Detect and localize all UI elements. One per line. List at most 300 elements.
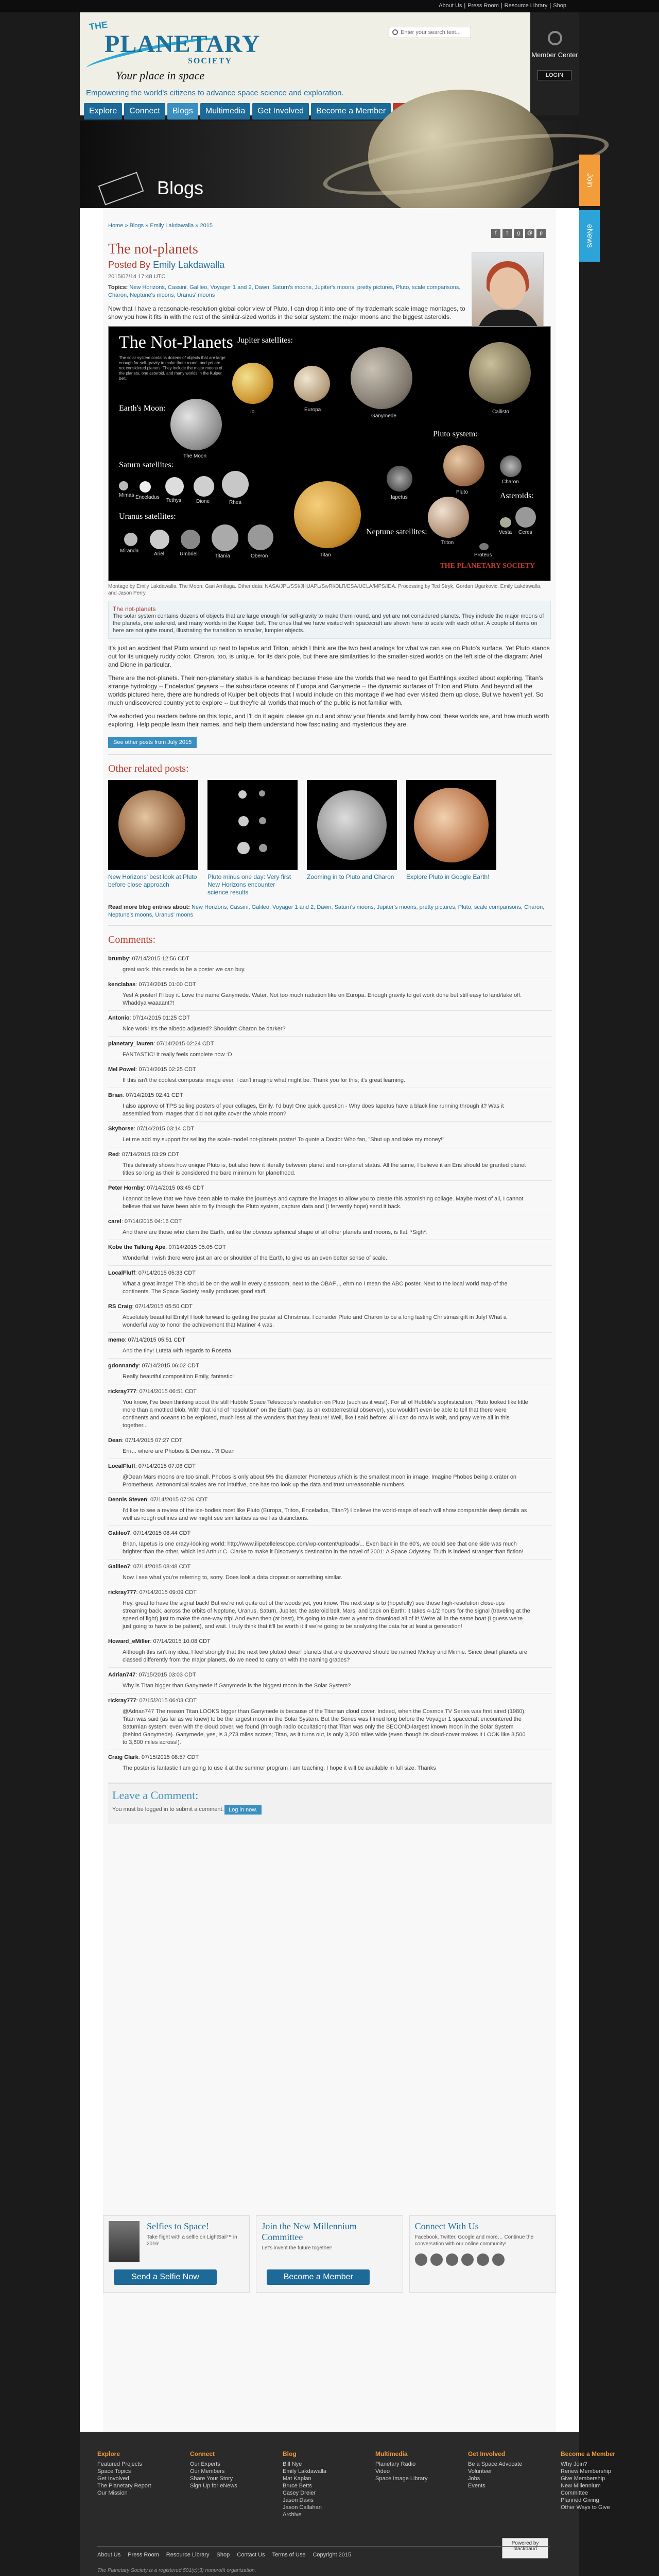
satellite-icon — [98, 172, 144, 206]
footer-link[interactable]: Volunteer — [468, 2468, 492, 2475]
related-post[interactable] — [108, 780, 198, 896]
comment-text: Really beautiful composition Emily, fantastic! — [123, 1374, 234, 1380]
comment — [108, 1121, 552, 1147]
comment-name: Dennis Steven — [108, 1497, 147, 1503]
proteus-image — [479, 543, 489, 550]
member-center-label: Member Center — [531, 51, 578, 59]
comment-author: rickray777: 07/14/2015 06:51 CDT — [108, 1388, 197, 1395]
comment — [108, 1332, 552, 1358]
footer-col-heading: Blog — [283, 2450, 297, 2458]
vesta-image — [500, 517, 511, 528]
mission-statement: Empowering the world's citizens to advance space science and exploration. — [86, 89, 344, 97]
comment-name: Craig Clark — [108, 1754, 138, 1760]
label-pluto: Pluto system: — [433, 430, 478, 438]
comment-name: rickray777 — [108, 1589, 136, 1596]
comment — [108, 1750, 552, 1775]
leave-comment — [108, 1783, 552, 1824]
instagram-icon[interactable] — [477, 2253, 489, 2266]
comment-date: 07/14/2015 02:25 CDT — [138, 1066, 196, 1073]
comment-text: Wonderful! I wish there were just an arc or shoulder of the Earth, to give us an even better sense of scale. — [123, 1255, 388, 1261]
footer-link[interactable]: The Planetary Report — [97, 2483, 151, 2489]
article — [103, 208, 556, 2432]
logo-tagline: Your place in space — [116, 69, 205, 82]
footer-link[interactable]: Our Experts — [190, 2461, 220, 2467]
europa-image — [294, 366, 330, 402]
nav-connect[interactable]: Connect — [124, 103, 165, 120]
comment-author: Craig Clark: 07/15/2015 08:57 CDT — [108, 1754, 199, 1760]
comment-name: Peter Hornby — [108, 1185, 144, 1191]
footer-link[interactable]: Sign Up for eNews — [190, 2483, 237, 2489]
comment-date: 07/14/2015 02:41 CDT — [126, 1092, 183, 1098]
nav-blogs[interactable]: Blogs — [167, 103, 198, 120]
social-icons — [415, 2253, 550, 2266]
figure-intro: The solar system contains dozens of objects that are large enough for self-gravity to make them round, and yet are not considered planets. They include the major moons of the planets, one asteroid, and many worlds in the Kuiper belt. — [119, 355, 226, 381]
googleplus-icon[interactable]: g — [514, 229, 523, 238]
related-post[interactable] — [207, 780, 298, 896]
top-link-resource[interactable]: Resource Library — [504, 3, 548, 9]
comment-author: Antonio: 07/14/2015 01:25 CDT — [108, 1015, 190, 1021]
footer-link[interactable]: Jason Callahan — [283, 2504, 322, 2511]
label-jupiter: Jupiter satellites: — [237, 336, 293, 345]
footer-link[interactable]: Get Involved — [97, 2476, 129, 2482]
hero-banner — [80, 121, 579, 208]
charon-label: Charon — [502, 479, 519, 485]
comment-name: brumby — [108, 956, 129, 962]
comment-name: LocalFluff — [108, 1463, 135, 1469]
post-intro: Now that I have a reasonable-resolution global color view of Pluto, I can drop it into one of my trademark scale image montages, to show you how it fits in with the rest of the similar-sized worlds in the solar system: the major moons and the biggest asteroids. — [108, 305, 465, 320]
charon-dot — [259, 790, 265, 796]
member-center[interactable] — [530, 12, 579, 115]
top-link-sep: | — [464, 3, 466, 9]
comment-date: 07/14/2015 01:00 CDT — [138, 981, 196, 988]
label-uranus: Uranus satellites: — [119, 512, 176, 521]
comment-author: Mel Powel: 07/14/2015 02:25 CDT — [108, 1066, 196, 1073]
comment — [108, 1265, 552, 1299]
comment-name: Galileo7 — [108, 1530, 130, 1536]
comment-date: 07/15/2015 03:03 CDT — [138, 1672, 196, 1678]
top-link-sep: | — [500, 3, 502, 9]
leave-comment-note: You must be logged in to submit a comment. — [112, 1806, 224, 1812]
comment — [108, 1147, 552, 1180]
footer-bar — [97, 2546, 550, 2558]
label-asteroids: Asteroids: — [500, 492, 534, 500]
comment-author: Howard_eMiller: 07/14/2015 10:08 CDT — [108, 1638, 211, 1645]
footer-bar-link[interactable]: Press Room — [128, 2552, 159, 2558]
comment-date: 07/14/2015 04:16 CDT — [124, 1218, 182, 1225]
comment-date: 07/14/2015 10:08 CDT — [153, 1638, 211, 1645]
comment-author: Kobe the Talking Ape: 07/14/2015 05:05 CDT — [108, 1244, 226, 1250]
top-link-sep: | — [549, 3, 551, 9]
post-paragraph: There are the not-planets. Their non-planetary status is a handicap because these are the worlds that we need to get Earthlings excited about exploring. Titan's strange hydrology -- Enceladus' geysers -- the subsurface oceans of Europa and Ganymede -- the dynamic surfaces of Triton and Pluto. And beyond all the worlds pictured here, there are hundreds of Kuiper belt objects that I would include on this montage if we had ever visited them up close. But we haven't yet. So much undiscovered country yet to explore -- but they're all worlds that much of the public is not familiar with. — [108, 674, 544, 706]
comment-name: planetary_lauren — [108, 1041, 154, 1047]
footer-link[interactable]: Give Membership — [561, 2476, 605, 2482]
footer-link[interactable]: Video — [375, 2468, 390, 2475]
footer-link[interactable]: Planned Giving — [561, 2497, 599, 2503]
pluto-earth-thumb — [414, 788, 489, 862]
footer-link[interactable]: Share Your Story — [190, 2476, 233, 2482]
dione-label: Dione — [196, 499, 210, 504]
comment-author: Peter Hornby: 07/14/2015 03:45 CDT — [108, 1185, 204, 1191]
comment — [108, 1492, 552, 1526]
member-icon — [548, 31, 562, 45]
author-link[interactable]: Emily Lakdawalla — [153, 260, 225, 270]
figure-description — [108, 601, 551, 639]
related-thumb[interactable] — [207, 780, 298, 870]
twitter-icon[interactable] — [430, 2253, 443, 2266]
comment-date: 07/14/2015 05:33 CDT — [138, 1270, 196, 1276]
top-strip — [0, 0, 659, 12]
charon-dot — [259, 817, 266, 824]
comment-author: Galileo7: 07/14/2015 08:44 CDT — [108, 1530, 191, 1536]
comment-date: 07/14/2015 02:24 CDT — [157, 1041, 214, 1047]
leave-comment-heading: Leave a Comment: — [112, 1789, 199, 1802]
comments-heading: Comments: — [108, 934, 156, 945]
comment-text: The poster is fantastic I am going to use it at the summer program I am teaching. I hope it will be available in full size. Thanks — [123, 1765, 436, 1771]
comment-date: 07/14/2015 07:27 CDT — [125, 1437, 183, 1444]
pluto-thumb — [118, 790, 185, 857]
facebook-icon[interactable] — [415, 2253, 427, 2266]
top-link-shop[interactable]: Shop — [553, 3, 566, 9]
ganymede-label: Ganymede — [371, 413, 396, 419]
posted-by-label: Posted By — [108, 260, 151, 270]
triton-image — [428, 497, 469, 538]
enceladus-image — [140, 481, 151, 493]
promo-title: Join the New Millennium Committee — [262, 2221, 357, 2242]
footer-link[interactable]: Events — [468, 2483, 485, 2489]
comment — [108, 1559, 552, 1585]
footer-copyright-year: Copyright 2015 — [313, 2552, 352, 2558]
comment-text: And there are those who claim the Earth, unlike the obvious spherical shape of all other planets and moons, is flat. *Sigh*. — [123, 1229, 428, 1235]
io-label: Io — [250, 409, 255, 415]
footer-link[interactable]: Featured Projects — [97, 2461, 142, 2467]
comment-text: Nice work! It's the albedo adjusted? Shouldn't Charon be darker? — [123, 1026, 286, 1032]
ganymede-image — [351, 347, 412, 409]
comment-text: Errr... where are Phobos & Deimos...?! Dean — [123, 1448, 235, 1454]
footer-link[interactable]: Why Join? — [561, 2461, 587, 2467]
post-date: 2015/07/14 17:48 UTC — [108, 274, 166, 280]
login-button[interactable]: LOGIN — [537, 70, 571, 80]
print-icon[interactable]: p — [536, 229, 546, 238]
footer-link[interactable]: Be a Space Advocate — [468, 2461, 523, 2467]
footer-link[interactable]: Renew Membership — [561, 2468, 611, 2475]
oberon-image — [248, 524, 273, 550]
vesta-label: Vesta — [499, 530, 512, 535]
comment — [108, 1299, 552, 1332]
footer-col-heading: Multimedia — [375, 2450, 408, 2458]
comment-author: RS Craig: 07/14/2015 05:50 CDT — [108, 1303, 193, 1310]
comment-date: 07/14/2015 05:50 CDT — [135, 1303, 193, 1310]
comment — [108, 1214, 552, 1240]
mimas-image — [119, 481, 128, 490]
figure-title: The Not-Planets — [119, 333, 233, 352]
figure-credit-logo: THE PLANETARY SOCIETY — [440, 562, 535, 570]
topics — [108, 284, 469, 299]
proteus-label: Proteus — [474, 552, 492, 558]
comment-name: carel — [108, 1218, 122, 1225]
promo-row — [103, 2215, 556, 2293]
footer-link[interactable]: Our Members — [190, 2468, 225, 2475]
pluto-image — [443, 445, 484, 486]
post-paragraph: It's just an accident that Pluto wound up next to Iapetus and Triton, which I think are the two best analogs for what we can see on Pluto's surface. Yet Pluto stands out for its uniquely ruddy color. Charon, too, is unique, for its dark pole, but there are similarities to the smaller-sized worlds on the left side of the diagram: Ariel and Dione in particular. — [108, 645, 550, 668]
comment — [108, 1384, 552, 1433]
footer-link[interactable]: New Millennium Committee — [561, 2483, 601, 2496]
ariel-label: Ariel — [154, 551, 165, 557]
triton-label: Triton — [441, 540, 454, 546]
promo-text: Let's invent the future together! — [262, 2245, 333, 2251]
comment-date: 07/14/2015 05:05 CDT — [168, 1244, 226, 1250]
footer-bar-link[interactable]: About Us — [97, 2552, 121, 2558]
ceres-label: Ceres — [518, 530, 532, 535]
side-tabs — [579, 155, 600, 266]
titania-image — [212, 524, 238, 551]
comment — [108, 1667, 552, 1693]
youtube-icon[interactable] — [461, 2253, 474, 2266]
comment-name: Antonio — [108, 1015, 130, 1021]
footer-link[interactable]: Bruce Betts — [283, 2483, 312, 2489]
footer-bar-link[interactable]: Contact Us — [237, 2552, 265, 2558]
become-member-button[interactable]: Become a Member — [267, 2269, 370, 2285]
comment-name: Mel Powel — [108, 1066, 136, 1073]
read-more-topics[interactable]: New Horizons, Cassini, Galileo, Voyager 1 and 2, Dawn, Saturn's moons, Jupiter's moons, pretty pictures, Pluto, scale comparisons, Charon, Neptune's moons, Uranus' moons — [108, 904, 545, 918]
rss-icon[interactable] — [492, 2253, 505, 2266]
iapetus-image — [387, 466, 412, 492]
top-link-press[interactable]: Press Room — [467, 3, 499, 9]
comment-date: 07/14/2015 07:26 CDT — [150, 1497, 208, 1503]
footer-link[interactable]: Space Image Library — [375, 2476, 428, 2482]
promo-title: Selfies to Space! — [147, 2221, 209, 2231]
footer-link[interactable]: Other Ways to Give — [561, 2504, 610, 2511]
related-post-title[interactable]: New Horizons' best look at Pluto before close approach — [108, 873, 197, 888]
breadcrumb[interactable]: Home » Blogs » Emily Lakdawalla » 2015 — [108, 223, 213, 229]
comment-author: memo: 07/14/2015 05:51 CDT — [108, 1337, 185, 1343]
footer-col-heading: Connect — [190, 2450, 215, 2458]
related-thumb[interactable] — [307, 780, 397, 870]
comment-text: FANTASTIC! It really feels complete now :D — [123, 1052, 232, 1058]
comment-name: rickray777 — [108, 1388, 136, 1395]
comment-name: kenclabas — [108, 981, 136, 988]
comment-author: kenclabas: 07/14/2015 01:00 CDT — [108, 981, 196, 988]
comment — [108, 1358, 552, 1384]
footer-link[interactable]: Bill Nye — [283, 2461, 302, 2467]
oberon-label: Oberon — [251, 553, 268, 559]
label-earth: Earth's Moon: — [119, 404, 166, 413]
comment-name: rickray777 — [108, 1698, 136, 1704]
related-heading: Other related posts: — [108, 763, 189, 774]
enews-tab[interactable]: eNews — [579, 210, 600, 262]
comment — [108, 1240, 552, 1265]
comment — [108, 1585, 552, 1634]
comment-author: Galileo7: 07/14/2015 08:48 CDT — [108, 1564, 191, 1570]
author-face — [490, 267, 526, 309]
footer-link[interactable]: Our Mission — [97, 2490, 128, 2496]
promo-connect — [409, 2215, 556, 2293]
comment-date: 07/14/2015 08:48 CDT — [133, 1564, 191, 1570]
nav-explore[interactable]: Explore — [84, 103, 122, 120]
footer-link[interactable]: Emily Lakdawalla — [283, 2468, 326, 2475]
comment-text: And the tiny! Luteta with regards to Rosetta. — [123, 1348, 233, 1354]
comment-text: What a great image! This should be on the wall in every classroom, next to the OBAF..., ehm no I mean the ABC poster. Next to the local world map of the continents. The Space Society really produces good stuff. — [123, 1281, 508, 1295]
send-selfie-button[interactable]: Send a Selfie Now — [114, 2269, 217, 2285]
search-placeholder: Enter your search text... — [401, 29, 461, 36]
related-post-title[interactable]: Zooming in to Pluto and Charon — [307, 873, 394, 880]
comment-text: @Dean Mars moons are too small. Phobos is only about 5% the diameter Prometeus which is the smallest moon in image. Imagine Phobos being a crater on Prometheus. Astronomical scales are not intuitive, one has too look up the data and trust unreasonable numbers. — [123, 1474, 517, 1488]
comment-date: 07/14/2015 03:29 CDT — [122, 1151, 180, 1158]
footer-link[interactable]: Space Topics — [97, 2468, 131, 2475]
moon-image — [170, 399, 222, 450]
comment-text: Yes! A poster! I'll buy it. Love the name Ganymede. Water. Not too much radiation like on Europa. Enough gravity to get work done but still easy to land/take off. Whaddya waaaant?! — [123, 992, 522, 1006]
comment-name: Dean — [108, 1437, 122, 1444]
comment-date: 07/14/2015 08:44 CDT — [133, 1530, 191, 1536]
comment-date: 07/14/2015 03:14 CDT — [136, 1126, 194, 1132]
read-more-label: Read more blog entries about: — [108, 904, 190, 910]
not-planets-figure[interactable] — [108, 326, 551, 581]
comment-text: @Adrian747 The reason Titan LOOKS bigger than Ganymede is because of the Titanian cloud cover. Indeed, when the Cosmos TV Series was first aired (1980), Titan was said (as far as we knew) to be the largest moon in the Solar System. But the Series was filmed long before the Voyager 1 spacecraft encountered the Saturnian system; even with the cloud cover, we found (through radio occultation) that Titan was only the SECOND-largest known moon in the Solar System (behind Ganymede). Ganymede, yes, is 3,273 miles across; Titan, as it turns out, is only 3,200 miles wide (even though its cloud-cover makes it LOOK like 3,500 to 3,600 miles across!). — [123, 1708, 526, 1745]
comment-text: Hey, great to have the signal back! But we're not quite out of the woods yet, you know. The next step is to (hopefully) see those high-resolution close-ups streaming back, across the orbits of Neptune, Uranus, Saturn, Jupiter, the asteroid belt, Mars, and back on Earth; it takes 4-1/2 hours for the signal (traveling at the speed of light) just to make the one-way trip! And even then (at best), it's going to take over a year to download all of it! We're all in the same boat (I guess we're just going to have to be patient), and wait. I truly think that it'll be worth it if we're going to be analyzing the data for at least a generation! — [123, 1600, 530, 1630]
dione-image — [194, 476, 214, 497]
europa-label: Europa — [304, 407, 321, 413]
label-saturn: Saturn satellites: — [119, 461, 174, 469]
footer-bar-link[interactable]: Shop — [216, 2552, 230, 2558]
footer-col-explore — [97, 2450, 159, 2518]
promo-text: Facebook, Twitter, Google and more… Continue the conversation with our online community! — [414, 2234, 534, 2247]
nav-get-involved[interactable]: Get Involved — [252, 103, 309, 120]
search-input[interactable] — [389, 27, 471, 38]
comment — [108, 977, 552, 1010]
comment — [108, 1180, 552, 1214]
footer-link[interactable]: Jason Davis — [283, 2497, 314, 2503]
moon-label: The Moon — [183, 453, 207, 459]
titan-label: Titan — [320, 552, 331, 558]
email-icon[interactable]: @ — [525, 229, 534, 238]
footer-col-multimedia — [375, 2450, 437, 2518]
comment-author: planetary_lauren: 07/14/2015 02:24 CDT — [108, 1041, 214, 1047]
see-other-posts-button[interactable]: See other posts from July 2015 — [108, 737, 197, 748]
footer-col-heading: Explore — [97, 2450, 120, 2458]
comment-author: rickray777: 07/15/2015 06:03 CDT — [108, 1698, 197, 1704]
search-icon — [392, 29, 398, 35]
related-thumb[interactable] — [406, 780, 496, 870]
comment-name: RS Craig — [108, 1303, 132, 1310]
comment-text: If this isn't the coolest composite image ever, I can't imagine what might be. Thank you for this; it's great learning. — [123, 1077, 406, 1083]
comment — [108, 1433, 552, 1459]
site-logo[interactable] — [85, 19, 261, 87]
join-tab[interactable]: Join — [579, 155, 600, 206]
footer-col-get-involved — [468, 2450, 530, 2518]
umbriel-image — [181, 530, 200, 549]
footer-bar-link[interactable]: Terms of Use — [272, 2552, 306, 2558]
hero-title: Blogs — [157, 177, 204, 198]
comment-date: 07/15/2015 08:57 CDT — [141, 1754, 199, 1760]
footer-col-blog — [283, 2450, 344, 2518]
site-footer — [80, 2432, 616, 2576]
titan-image — [294, 481, 361, 548]
comment — [108, 1010, 552, 1036]
related-post[interactable] — [307, 780, 397, 896]
comment — [108, 1634, 552, 1667]
comment-text: great work. this needs to be a poster we can buy. — [123, 967, 246, 973]
comment-text: Absolutely beautiful Emily! I look forward to getting the poster at Christmas. I consider Pluto and Charon to be a long lasting Christmas gift in July! What a wonderful way to honor the achievement that Mariner 4 was. — [123, 1314, 507, 1328]
comment — [108, 1036, 552, 1062]
comment-author: carel: 07/14/2015 04:16 CDT — [108, 1218, 182, 1225]
pluto-dot — [238, 816, 249, 826]
comment-date: 07/14/2015 07:06 CDT — [138, 1463, 196, 1469]
promo-title: Connect With Us — [414, 2221, 479, 2231]
pluto-dot — [237, 842, 250, 854]
callisto-label: Callisto — [492, 409, 509, 415]
io-image — [232, 363, 273, 404]
googleplus-icon[interactable] — [446, 2253, 458, 2266]
blackbaud-badge[interactable]: Powered by blackbaud — [502, 2538, 548, 2558]
charon-thumb — [317, 790, 387, 860]
comment-text: Brian, Iapetus is one crazy-looking world: http://www.ilipetellelescope.com/wp-content/uploads/... Even back in the 60's, we could see that one side was much brighter than the other, which led Arthur C. Clarke to make it Discovery's destination in the novel of 2001: A Space Odyssey. Truth is indeed stranger than fiction! — [123, 1541, 524, 1555]
comment-name: Galileo7 — [108, 1564, 130, 1570]
post-title: The not-planets — [108, 241, 198, 257]
miranda-image — [124, 533, 137, 546]
comment-date: 07/14/2015 06:51 CDT — [139, 1388, 197, 1395]
footer-bar-link[interactable]: Resource Library — [166, 2552, 210, 2558]
logo-planetary: PLANETARY — [105, 30, 261, 58]
related-post-title[interactable]: Explore Pluto in Google Earth! — [406, 873, 490, 880]
related-post[interactable] — [406, 780, 496, 896]
nav-multimedia[interactable]: Multimedia — [200, 103, 250, 120]
content-area — [80, 208, 579, 2432]
twitter-icon[interactable]: t — [502, 229, 512, 238]
top-links — [439, 3, 566, 9]
footer-link[interactable]: Planetary Radio — [375, 2461, 416, 2467]
facebook-icon[interactable]: f — [491, 229, 500, 238]
comment-author: gdonnandy: 07/14/2015 06:02 CDT — [108, 1363, 199, 1369]
ceres-image — [515, 507, 536, 528]
related-posts — [108, 780, 552, 896]
comment-author: Dean: 07/14/2015 07:27 CDT — [108, 1437, 183, 1444]
tethys-label: Tethys — [166, 498, 181, 503]
promo-nmc — [256, 2215, 403, 2293]
footer-link[interactable]: Jobs — [468, 2476, 480, 2482]
footer-col-become-member — [561, 2450, 622, 2518]
comment — [108, 1693, 552, 1750]
top-link-about[interactable]: About Us — [439, 3, 462, 9]
comment — [108, 1526, 552, 1559]
comment-text: Although this isn't my idea, I feel strongly that the next two plutoid dwarf planets that are discovered should be named Mickey and Minnie. Since dwarf planets are classed differently from the major planets, do we need to carry on with the naming grades? — [123, 1649, 527, 1663]
related-post-title[interactable]: Pluto minus one day: Very first New Horizons encounter science results — [207, 873, 291, 896]
footer-link[interactable]: Casey Dreier — [283, 2490, 316, 2496]
comment-text: Why is Titan bigger than Ganymede if Ganymede is the biggest moon in the Solar System? — [123, 1683, 351, 1689]
figure-description-title: The not-planets — [113, 605, 156, 613]
comment-name: Skyhorse — [108, 1126, 134, 1132]
topics-links[interactable]: New Horizons, Cassini, Galileo, Voyager 1 and 2, Dawn, Saturn's moons, Jupiter's moons, pretty pictures, Pluto, scale comparisons, Charon, Neptune's moons, Uranus' moons — [108, 284, 461, 298]
comment-author: Adrian747: 07/15/2015 03:03 CDT — [108, 1672, 196, 1678]
related-thumb[interactable] — [108, 780, 198, 870]
footer-link[interactable]: Mat Kaplan — [283, 2476, 311, 2482]
comment-author: LocalFluff: 07/14/2015 05:33 CDT — [108, 1270, 196, 1276]
comment-author: brumby: 07/14/2015 12:56 CDT — [108, 956, 189, 962]
read-more — [108, 904, 551, 919]
comment — [108, 1088, 552, 1121]
comment-text: Let me add my support for selling the scale-model not-planets poster! To quote a Doctor Who fan, "Shut up and take my money!" — [123, 1137, 445, 1143]
comment-author: LocalFluff: 07/14/2015 07:06 CDT — [108, 1463, 196, 1469]
comment — [108, 1459, 552, 1492]
comment-date: 07/15/2015 06:03 CDT — [139, 1698, 197, 1704]
nav-become-member[interactable]: Become a Member — [311, 103, 391, 120]
figure-caption: Montage by Emily Lakdawalla. The Moon: Gari Arrillaga. Other data: NASA/JPL/SSI/JHUAPL/SwRI/DLR/ESA/UCLA/MPS/IDA. Processing by Ted Stryk, Gordan Ugarkovic, Emily Lakdawalla, and Jason Perry. — [108, 584, 542, 596]
comment-login-button[interactable]: Log in now. — [224, 1805, 262, 1815]
comment-author: rickray777: 07/14/2015 09:09 CDT — [108, 1589, 197, 1596]
footer-link[interactable]: Archive — [283, 2512, 302, 2518]
post-paragraph: I've exhorted you readers before on this topic, and I'll do it again: please go out and show your friends and family how cool these worlds are, and how much worth exploring. Help people learn their names, and help them understand how fascinating and mysterious they are. — [108, 713, 549, 728]
ariel-image — [150, 530, 169, 549]
comment-name: Kobe the Talking Ape — [108, 1244, 166, 1250]
tethys-image — [165, 477, 184, 496]
